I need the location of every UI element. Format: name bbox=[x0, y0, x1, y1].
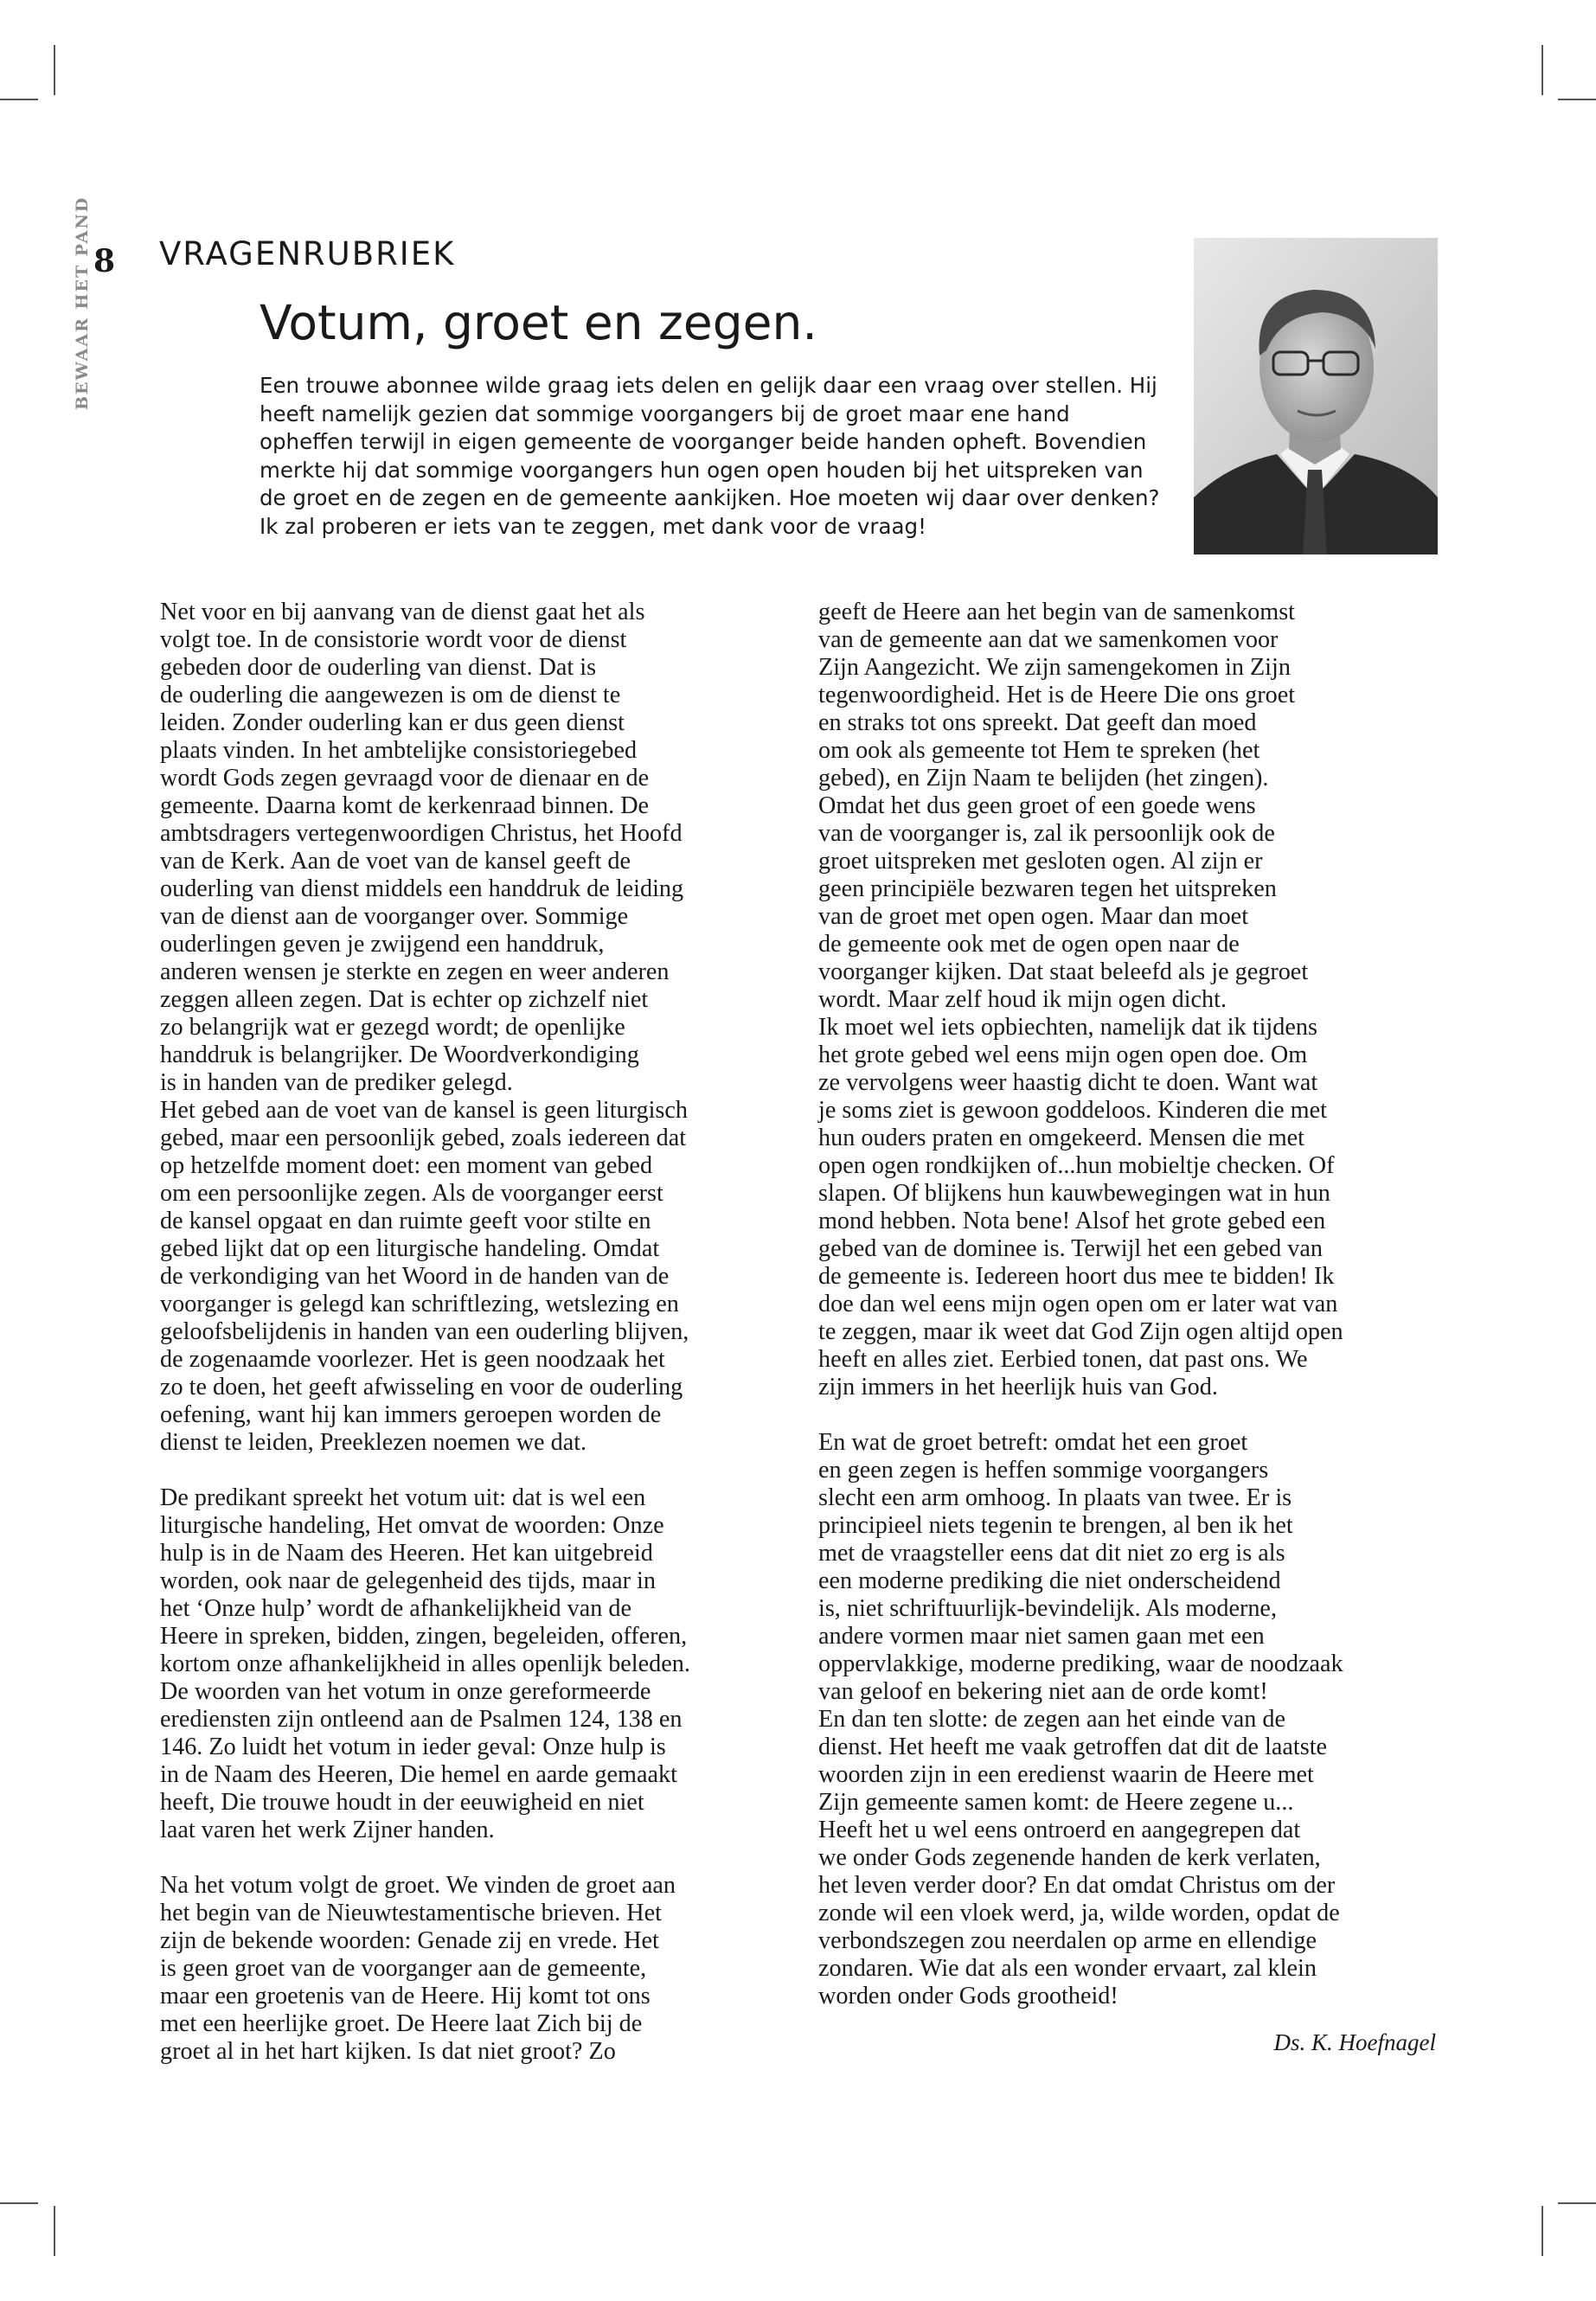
text-line: gebed lijkt dat op een liturgische handeling. Omdat bbox=[160, 1235, 660, 1262]
text-line: van geloof en bekering niet aan de orde komt! bbox=[818, 1678, 1268, 1705]
crop-mark bbox=[54, 45, 55, 95]
text-line: om een persoonlijke zegen. Als de voorganger eerst bbox=[160, 1180, 663, 1207]
article-paragraph bbox=[160, 1097, 766, 1457]
text-line: dienst. Het heeft me vaak getroffen dat dit de laatste bbox=[818, 1734, 1328, 1760]
page-number: 8 bbox=[93, 243, 116, 279]
author-signature: Ds. K. Hoefnagel bbox=[1273, 2029, 1436, 2055]
text-line: en straks tot ons spreekt. Dat geeft dan moed bbox=[818, 709, 1257, 736]
text-line: oefening, want hij kan immers geroepen worden de bbox=[160, 1401, 662, 1428]
text-line: voorganger is gelegd kan schriftlezing, wetslezing en bbox=[160, 1291, 679, 1317]
article-intro: Een trouwe abonnee wilde graag iets delen en gelijk daar een vraag over stellen. Hij heeft namelijk gezien dat sommige voorgangers bij de groet maar ene hand opheffen terwijl in eigen gemeente de voorganger beide handen opheft. Bovendien merkte hij dat sommige voorgangers hun ogen open houden bij het uitspreken van de groet en de zegen en de gemeente aankijken. Hoe moeten wij daar over denken? Ik zal proberen er iets van te zeggen, met dank voor de vraag! bbox=[260, 373, 1160, 539]
text-line: open ogen rondkijken of...hun mobieltje checken. Of bbox=[818, 1152, 1335, 1179]
text-line: hun ouders praten en omgekeerd. Mensen die met bbox=[818, 1125, 1305, 1151]
text-line: groet al in het hart kijken. Is dat niet groot? Zo bbox=[160, 2038, 616, 2065]
text-line: woorden zijn in een eredienst waarin de Heere met bbox=[818, 1761, 1314, 1788]
text-line: zeggen alleen zegen. Dat is echter op zichzelf niet bbox=[160, 986, 649, 1013]
crop-mark bbox=[0, 99, 38, 100]
text-line: ouderling van dienst middels een handdruk de leiding bbox=[160, 875, 684, 902]
text-line: de kansel opgaat en dan ruimte geeft voor stilte en bbox=[160, 1208, 651, 1234]
text-line: zondaren. Wie dat als een wonder ervaart, zal klein bbox=[818, 1955, 1317, 1982]
text-line: wordt Gods zegen gevraagd voor de dienaar en de bbox=[160, 765, 650, 792]
text-line: Na het votum volgt de groet. We vinden de groet aan bbox=[160, 1872, 676, 1899]
text-line: het begin van de Nieuwtestamentische brieven. Het bbox=[160, 1900, 662, 1926]
text-line: te zeggen, maar ik weet dat God Zijn ogen altijd open bbox=[818, 1318, 1343, 1345]
text-line: groet uitspreken met gesloten ogen. Al zijn er bbox=[818, 848, 1263, 875]
text-line: principieel niets tegenin te brengen, al ben ik het bbox=[818, 1512, 1293, 1539]
article-paragraph bbox=[818, 599, 1441, 1014]
text-line: ze vervolgens weer haastig dicht te doen. Want wat bbox=[818, 1069, 1318, 1096]
text-line: is, niet schriftuurlijk-bevindelijk. Als moderne, bbox=[818, 1595, 1277, 1622]
text-line: op hetzelfde moment doet: een moment van gebed bbox=[160, 1152, 653, 1179]
text-line: het ‘Onze hulp’ wordt de afhankelijkheid van de bbox=[160, 1595, 632, 1622]
text-line: gebed van de dominee is. Terwijl het een gebed van bbox=[818, 1235, 1323, 1262]
text-line: om ook als gemeente tot Hem te spreken (het bbox=[818, 737, 1260, 764]
text-line: Net voor en bij aanvang van de dienst gaat het als bbox=[160, 599, 645, 625]
text-line: gebeden door de ouderling van dienst. Dat is bbox=[160, 654, 597, 681]
text-line: van de Kerk. Aan de voet van de kansel geeft de bbox=[160, 848, 631, 875]
text-line: oppervlakkige, moderne prediking, waar de noodzaak bbox=[818, 1650, 1343, 1677]
text-line: laat varen het werk Zijner handen. bbox=[160, 1817, 495, 1843]
text-line: Omdat het dus geen groet of een goede wens bbox=[818, 792, 1256, 819]
text-line: En wat de groet betreft: omdat het een groet bbox=[818, 1429, 1248, 1456]
text-line: het grote gebed wel eens mijn ogen open doe. Om bbox=[818, 1042, 1308, 1068]
text-line: gemeente. Daarna komt de kerkenraad binnen. De bbox=[160, 792, 650, 819]
text-line: Heere in spreken, bidden, zingen, begeleiden, offeren, bbox=[160, 1623, 688, 1650]
article-paragraph bbox=[818, 1429, 1441, 1706]
text-line: van de gemeente aan dat we samenkomen voor bbox=[818, 626, 1279, 653]
text-line: een moderne prediking die niet onderscheidend bbox=[818, 1567, 1281, 1594]
text-line: geeft de Heere aan het begin van de samenkomst bbox=[818, 599, 1295, 625]
text-line: wordt. Maar zelf houd ik mijn ogen dicht. bbox=[818, 986, 1227, 1013]
text-line: Zijn Aangezicht. We zijn samengekomen in Zijn bbox=[818, 654, 1291, 681]
text-line: de gemeente ook met de ogen open naar de bbox=[818, 931, 1240, 958]
text-line: andere vormen maar niet samen gaan met een bbox=[818, 1623, 1265, 1650]
text-line: plaats vinden. In het ambtelijke consistoriegebed bbox=[160, 737, 638, 764]
text-line: is geen groet van de voorganger aan de gemeente, bbox=[160, 1955, 647, 1982]
text-line: de zogenaamde voorlezer. Het is geen noodzaak het bbox=[160, 1346, 665, 1373]
text-line: ambtsdragers vertegenwoordigen Christus, het Hoofd bbox=[160, 820, 683, 847]
text-line: en geen zegen is heffen sommige voorgangers bbox=[818, 1457, 1269, 1484]
text-line: de ouderling die aangewezen is om de dienst te bbox=[160, 682, 621, 708]
text-line: met een heerlijke groet. De Heere laat Zich bij de bbox=[160, 2010, 643, 2037]
text-line: zijn immers in het heerlijk huis van God. bbox=[818, 1374, 1218, 1400]
text-line: anderen wensen je sterkte en zegen en weer anderen bbox=[160, 958, 670, 985]
text-line: maar een groetenis van de Heere. Hij komt tot ons bbox=[160, 1983, 651, 2009]
text-line: En dan ten slotte: de zegen aan het einde van de bbox=[818, 1706, 1286, 1733]
article-paragraph bbox=[160, 1872, 766, 2066]
text-line: De predikant spreekt het votum uit: dat is wel een bbox=[160, 1484, 646, 1511]
text-line: mond hebben. Nota bene! Alsof het grote gebed een bbox=[818, 1208, 1326, 1234]
text-line: dienst te leiden, Preeklezen noemen we dat. bbox=[160, 1429, 587, 1456]
article-paragraph bbox=[818, 1014, 1441, 1401]
magazine-name-vertical: BEWAAR HET PAND bbox=[73, 195, 92, 410]
text-line: van de groet met open ogen. Maar dan moet bbox=[818, 903, 1249, 930]
text-line: slapen. Of blijkens hun kauwbewegingen wat in hun bbox=[818, 1180, 1330, 1207]
text-line: Het gebed aan de voet van de kansel is geen liturgisch bbox=[160, 1097, 689, 1124]
text-line: Ik moet wel iets opbiechten, namelijk dat ik tijdens bbox=[818, 1014, 1317, 1041]
text-line: heeft, Die trouwe houdt in der eeuwigheid en niet bbox=[160, 1789, 644, 1816]
text-line: de gemeente is. Iedereen hoort dus mee te bidden! Ik bbox=[818, 1263, 1335, 1290]
text-line: doe dan wel eens mijn ogen open om er later wat van bbox=[818, 1291, 1338, 1317]
text-line: liturgische handeling, Het omvat de woorden: Onze bbox=[160, 1512, 664, 1539]
article-column-right bbox=[818, 599, 1441, 2010]
text-line: zijn de bekende woorden: Genade zij en vrede. Het bbox=[160, 1927, 659, 1954]
article-paragraph bbox=[160, 1484, 766, 1844]
text-line: zo belangrijk wat er gezegd wordt; de openlijke bbox=[160, 1014, 625, 1041]
text-line: we onder Gods zegenende handen de kerk verlaten, bbox=[818, 1844, 1321, 1871]
crop-mark bbox=[1542, 45, 1543, 95]
section-label: VRAGENRUBRIEK bbox=[159, 235, 456, 272]
text-line: van de dienst aan de voorganger over. Sommige bbox=[160, 903, 629, 930]
text-line: verbondszegen zou neerdalen op arme en ellendige bbox=[818, 1927, 1317, 1954]
text-line: geloofsbelijdenis in handen van een ouderling blijven, bbox=[160, 1318, 689, 1345]
text-line: volgt toe. In de consistorie wordt voor de dienst bbox=[160, 626, 627, 653]
text-line: is in handen van de prediker gelegd. bbox=[160, 1069, 513, 1096]
text-line: zonde wil een vloek werd, ja, wilde worden, opdat de bbox=[818, 1900, 1340, 1926]
text-line: 146. Zo luidt het votum in ieder geval: Onze hulp is bbox=[160, 1734, 666, 1760]
text-line: van de voorganger is, zal ik persoonlijk ook de bbox=[818, 820, 1275, 847]
text-line: erediensten zijn ontleend aan de Psalmen 124, 138 en bbox=[160, 1706, 683, 1733]
text-line: Heeft het u wel eens ontroerd en aangegrepen dat bbox=[818, 1817, 1301, 1843]
text-line: worden, ook naar de gelegenheid des tijds, maar in bbox=[160, 1567, 656, 1594]
text-line: je soms ziet is gewoon goddeloos. Kinderen die met bbox=[818, 1097, 1327, 1124]
crop-mark bbox=[1542, 2206, 1543, 2256]
text-line: leiden. Zonder ouderling kan er dus geen dienst bbox=[160, 709, 625, 736]
text-line: heeft en alles ziet. Eerbied tonen, dat past ons. We bbox=[818, 1346, 1308, 1373]
text-line: het leven verder door? En dat omdat Christus om der bbox=[818, 1872, 1336, 1899]
text-line: ouderlingen geven je zwijgend een handdruk, bbox=[160, 931, 605, 958]
article-paragraph bbox=[160, 599, 766, 1097]
text-line: zo te doen, het geeft afwisseling en voor de ouderling bbox=[160, 1374, 683, 1400]
text-line: De woorden van het votum in onze gereformeerde bbox=[160, 1678, 651, 1705]
text-line: kortom onze afhankelijkheid in alles openlijk beleden. bbox=[160, 1650, 690, 1677]
text-line: gebed), en Zijn Naam te belijden (het zingen). bbox=[818, 765, 1269, 792]
text-line: handdruk is belangrijker. De Woordverkondiging bbox=[160, 1042, 639, 1068]
article-column-left bbox=[160, 599, 766, 2066]
text-line: tegenwoordigheid. Het is de Heere Die ons groet bbox=[818, 682, 1296, 708]
article-title: Votum, groet en zegen. bbox=[260, 295, 817, 350]
article-paragraph bbox=[818, 1706, 1441, 2010]
crop-mark bbox=[1558, 2202, 1596, 2204]
text-line: in de Naam des Heeren, Die hemel en aarde gemaakt bbox=[160, 1761, 677, 1788]
text-line: de verkondiging van het Woord in de handen van de bbox=[160, 1263, 670, 1290]
text-line: slecht een arm omhoog. In plaats van twee. Er is bbox=[818, 1484, 1292, 1511]
text-line: met de vraagsteller eens dat dit niet zo erg is als bbox=[818, 1540, 1285, 1567]
author-portrait bbox=[1194, 238, 1438, 554]
text-line: Zijn gemeente samen komt: de Heere zegene u... bbox=[818, 1789, 1294, 1816]
text-line: voorganger kijken. Dat staat beleefd als je gegroet bbox=[818, 958, 1309, 985]
crop-mark bbox=[1558, 99, 1596, 100]
text-line: geen principiële bezwaren tegen het uitspreken bbox=[818, 875, 1277, 902]
text-line: hulp is in de Naam des Heeren. Het kan uitgebreid bbox=[160, 1540, 653, 1567]
text-line: worden onder Gods grootheid! bbox=[818, 1983, 1118, 2009]
crop-mark bbox=[54, 2206, 55, 2256]
text-line: gebed, maar een persoonlijk gebed, zoals iedereen dat bbox=[160, 1125, 687, 1151]
crop-mark bbox=[0, 2202, 38, 2204]
